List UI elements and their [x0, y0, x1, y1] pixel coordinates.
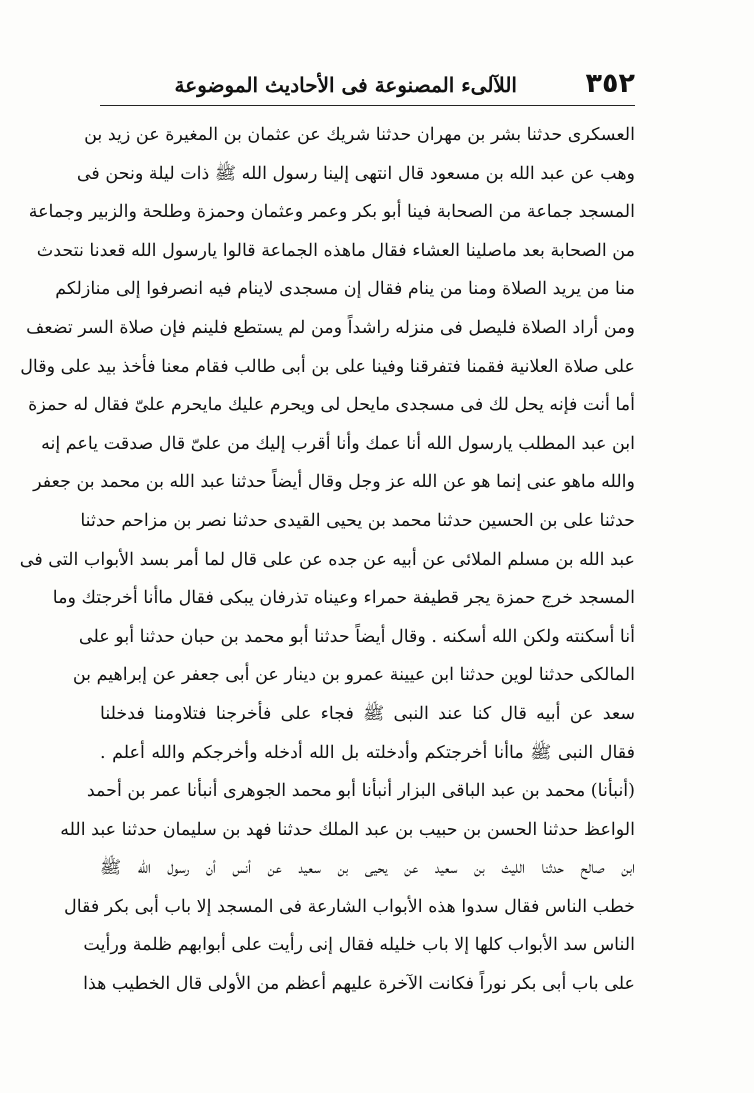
body-text — [19, 116, 635, 1004]
text-line: وهب عن عبد الله بن مسعود قال انتهى إلينا رسول الله ﷺ ذات ليلة ونحن فى — [76, 163, 635, 184]
page-number: ٣٥٢ — [585, 68, 635, 99]
text-line: أنا أسكنته ولكن الله أسكنه . وقال أيضاً حدثنا أبو محمد بن حبان حدثنا أبو على — [78, 626, 635, 647]
text-line: العسكرى حدثنا بشر بن مهران حدثنا شريك عن عثمان بن المغيرة عن زيد بن — [84, 125, 635, 145]
text-line: أما أنت فإنه يحل لك فى مسجدى مايحل لى ويحرم عليك مايحرم علىّ فقال له حمزة — [28, 395, 635, 416]
text-line: الناس سد الأبواب كلها إلا باب خليله فقال إنى رأيت على أبوابهم ظلمة ورأيت — [83, 935, 635, 956]
text-line: ابن صالح حدثنا الليث بن سعيد عن يحيى بن سعيد عن أنس أن رسول الله ﷺ — [100, 858, 635, 879]
text-line: المالكى حدثنا لوين حدثنا ابن عيينة عمرو بن دينار عن أبى جعفر عن إبراهيم بن — [72, 665, 635, 686]
text-line: عبد الله بن مسلم الملائى عن أبيه عن جده عن على قال لما أمر بسد الأبواب التى فى — [19, 549, 635, 570]
header-divider — [100, 105, 635, 106]
text-line: حدثنا على بن الحسين حدثنا محمد بن يحيى القيدى حدثنا نصر بن مزاحم حدثنا — [80, 510, 635, 531]
text-line: (أنبأنا) محمد بن عبد الباقى البزار أنبأنا أبو محمد الجوهرى أنبأنا عمر بن أحمد — [86, 781, 635, 802]
text-line: ابن عبد المطلب يارسول الله أنا عمك وأنا أقرب إليك من علىّ قال صدقت ياعم إنه — [41, 433, 635, 454]
text-line: من الصحابة بعد ماصلينا العشاء فقال ماهذه الجماعة قالوا يارسول الله قعدنا نتحدث — [36, 240, 635, 261]
text-line: منا من يريد الصلاة ومنا من ينام فقال إن مسجدى لاينام فيه انصرفوا إلى منازلكم — [55, 279, 635, 300]
text-line: المسجد خرج حمزة يجر قطيفة حمراء وعيناه تذرفان يبكى فقال ماأنا أخرجتك وما — [52, 588, 635, 609]
text-line: الواعظ حدثنا الحسن بن حبيب بن عبد الملك حدثنا فهد بن سليمان حدثنا عبد الله — [60, 819, 635, 840]
text-line: ومن أراد الصلاة فليصل فى منزله راشداً ومن لم يستطع فلينم فإن صلاة السر تضعف — [26, 317, 635, 338]
text-line: على صلاة العلانية فقمنا فتفرقنا وفينا على بن أبى طالب فقام معنا فأخذ بيد على وقال — [20, 356, 635, 377]
text-line: سعد عن أبيه قال كنا عند النبى ﷺ فجاء على فأخرجنا فتلاومنا فدخلنا — [100, 703, 635, 724]
text-line: المسجد جماعة من الصحابة فينا أبو بكر وعمر وعثمان وحمزة وطلحة والزبير وجماعة — [28, 202, 635, 223]
running-title: اللآلىء المصنوعة فى الأحاديث الموضوعة — [174, 73, 517, 97]
text-line: فقال النبى ﷺ ماأنا أخرجتكم وأدخلته بل الله أدخله وأخرجكم والله أعلم . — [100, 742, 635, 763]
page-header — [100, 66, 635, 106]
text-line: على باب أبى بكر نوراً فكانت الآخرة عليهم أعظم من الأولى قال الخطيب هذا — [83, 974, 635, 995]
text-line: والله ماهو عنى إنما هو عن الله عز وجل وقال أيضاً حدثنا عبد الله بن محمد بن جعفر — [33, 472, 635, 493]
text-line: خطب الناس فقال سدوا هذه الأبواب الشارعة فى المسجد إلا باب أبى بكر فقال — [63, 896, 635, 917]
